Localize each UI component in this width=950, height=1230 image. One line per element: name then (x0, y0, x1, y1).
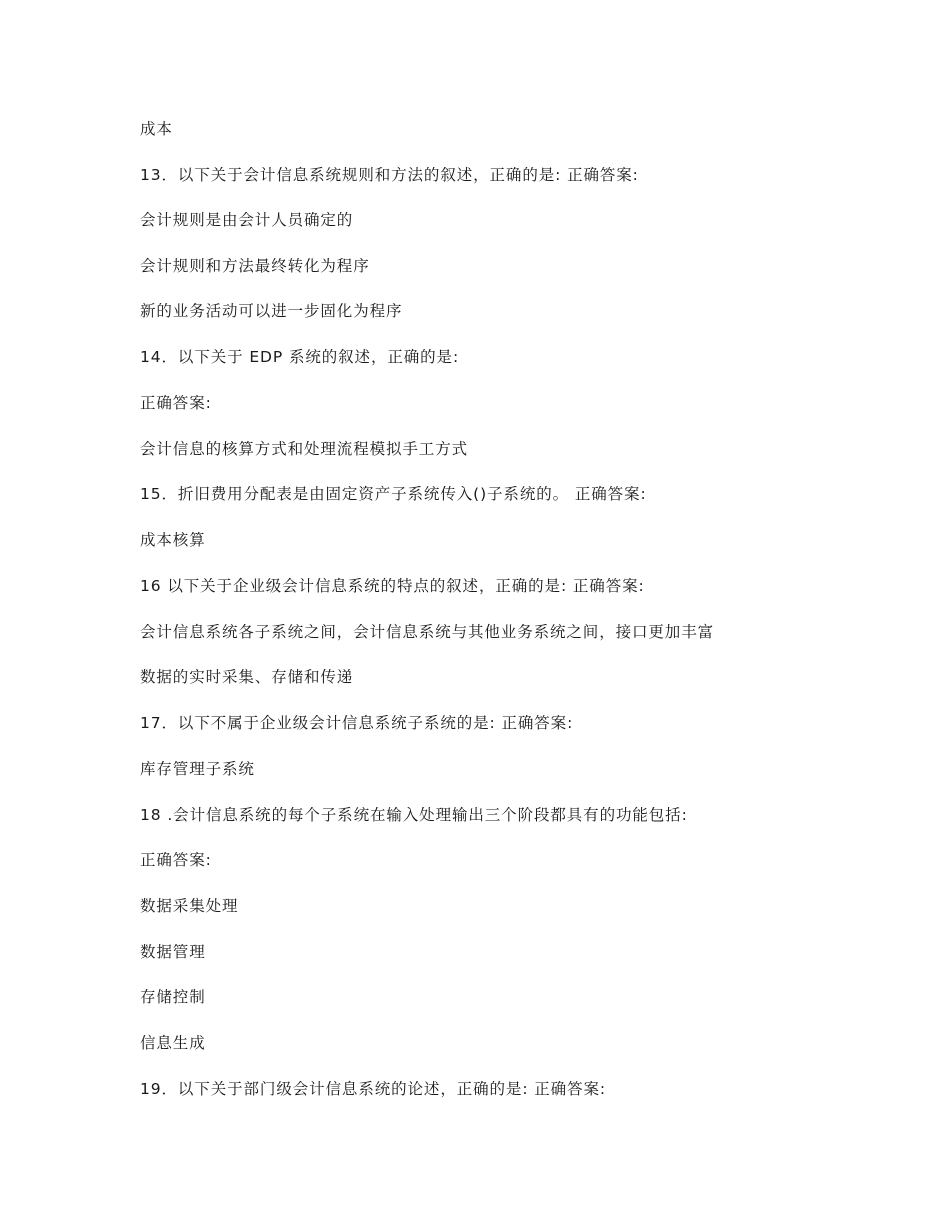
answer-line: 库存管理子系统 (140, 760, 255, 778)
answer-line: 信息生成 (140, 1034, 206, 1052)
question-13: 13．以下关于会计信息系统规则和方法的叙述，正确的是: 正确答案: (140, 166, 639, 184)
answer-label: 正确答案: (140, 394, 212, 412)
question-16: 16 以下关于企业级会计信息系统的特点的叙述，正确的是: 正确答案: (140, 577, 645, 595)
answer-line: 数据的实时采集、存储和传递 (140, 668, 354, 686)
answer-label: 正确答案: (140, 851, 212, 869)
answer-line: 存储控制 (140, 988, 206, 1006)
question-19: 19．以下关于部门级会计信息系统的论述，正确的是: 正确答案: (140, 1080, 606, 1098)
question-18: 18 .会计信息系统的每个子系统在输入处理输出三个阶段都具有的功能包括: (140, 806, 688, 824)
answer-line: 新的业务活动可以进一步固化为程序 (140, 302, 403, 320)
question-15: 15．折旧费用分配表是由固定资产子系统传入()子系统的。 正确答案: (140, 485, 647, 503)
answer-line: 成本核算 (140, 531, 206, 549)
answer-line: 会计规则和方法最终转化为程序 (140, 257, 370, 275)
question-14: 14．以下关于 EDP 系统的叙述，正确的是: (140, 348, 460, 366)
question-17: 17．以下不属于企业级会计信息系统子系统的是: 正确答案: (140, 714, 574, 732)
answer-line: 会计信息的核算方式和处理流程模拟手工方式 (140, 440, 469, 458)
text-line: 成本 (140, 120, 173, 138)
answer-line: 会计信息系统各子系统之间，会计信息系统与其他业务系统之间，接口更加丰富 (140, 623, 715, 641)
answer-line: 数据管理 (140, 943, 206, 961)
answer-line: 数据采集处理 (140, 897, 239, 915)
answer-line: 会计规则是由会计人员确定的 (140, 211, 354, 229)
